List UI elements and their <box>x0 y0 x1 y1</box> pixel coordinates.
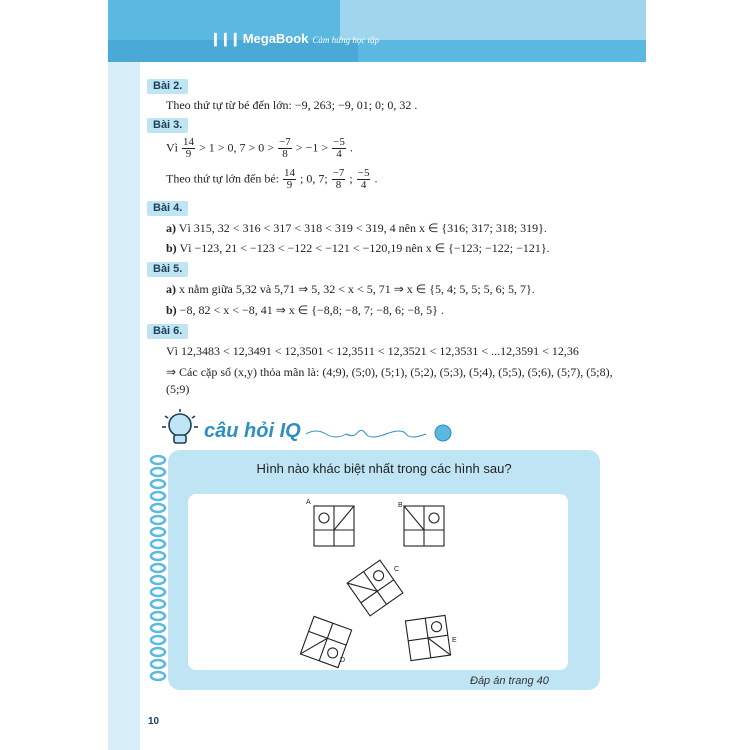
fraction <box>278 137 292 160</box>
bai4-a <box>166 220 547 236</box>
bai6-line2: ⇒ Các cặp số (x,y) thỏa mãn là: (4;9), (5;0), (5;1), (5;2), (5;3), (5;4), (5;5), (5;6), (5;7), (5;8), <box>166 365 613 379</box>
bai4-a-text: Vì 315, 32 < 316 < 317 < 318 < 319 < 319, 4 nên x ∈ {316; 317; 318; 319}. <box>178 221 547 235</box>
bai3-badge: Bài 3. <box>147 118 188 133</box>
bai3-prefix: Vì <box>166 140 178 155</box>
lightbulb-icon <box>160 408 200 450</box>
bai4-badge: Bài 4. <box>147 201 188 216</box>
fraction <box>283 168 296 191</box>
bai3-period: . <box>374 171 378 186</box>
denominator: 9 <box>286 179 293 191</box>
figure-a[interactable] <box>310 502 358 550</box>
numerator: −7 <box>332 167 345 179</box>
brand-name: MegaBook <box>242 31 309 46</box>
numerator: 14 <box>183 136 194 148</box>
bai3-sep: ; <box>349 171 353 186</box>
fraction <box>332 137 346 160</box>
bai6-badge: Bài 6. <box>147 324 188 339</box>
iq-question: Hình nào khác biệt nhất trong các hình sau? <box>256 461 512 476</box>
figure-a-label: A <box>306 499 311 506</box>
item-label: b) <box>166 241 177 255</box>
answer-note: Đáp án trang 40 <box>470 675 549 687</box>
fraction <box>357 168 371 191</box>
item-label: b) <box>166 303 177 317</box>
denominator: 9 <box>185 148 192 160</box>
bai6-line3: (5;9) <box>166 382 190 396</box>
figure-d-label: D <box>340 657 346 664</box>
figure-e-label: E <box>452 637 457 644</box>
figure-b[interactable] <box>400 502 448 550</box>
bai6-line1: Vì 12,3483 < 12,3491 < 12,3501 < 12,3511 < 12,3521 < 12,3531 < ...12,3591 < 12,36 <box>166 344 579 358</box>
bai3-sep: ; 0, 7; <box>300 171 328 186</box>
page-number: 10 <box>148 716 160 727</box>
bai2-text: Theo thứ tự từ bé đến lớn: −9, 263; −9, 01; 0; 0, 32 . <box>166 98 418 112</box>
bai3-line1 <box>166 137 353 160</box>
brand-tagline: Cảm hứng học tập <box>312 35 380 45</box>
bai3-ineq: > −1 > <box>295 140 329 155</box>
numerator: −5 <box>333 136 345 148</box>
denominator: 8 <box>335 179 342 191</box>
spiral-binding-icon <box>148 454 168 686</box>
denominator: 4 <box>336 148 342 160</box>
item-label: a) <box>166 282 176 296</box>
bai5-b-text: −8, 82 < x < −8, 41 ⇒ x ∈ {−8,8; −8, 7; −8, 6; −8, 5} . <box>179 303 444 317</box>
bai3-ineq: > 1 > 0, 7 > 0 > <box>199 140 275 155</box>
bai3-period: . <box>349 140 353 155</box>
fraction <box>332 168 346 191</box>
yarn-string-icon <box>306 424 454 442</box>
iq-title: câu hỏi IQ <box>204 420 301 442</box>
bai5-b <box>166 302 444 318</box>
brand-bars-icon: ❙❙❙ <box>210 31 240 46</box>
left-margin-strip <box>108 0 140 750</box>
numerator: −7 <box>279 136 291 148</box>
bai5-a-text: x nằm giữa 5,32 và 5,71 ⇒ 5, 32 < x < 5, 71 ⇒ x ∈ {5, 4; 5, 5; 5, 6; 5, 7}. <box>179 282 535 296</box>
bai5-badge: Bài 5. <box>147 262 188 277</box>
figure-d[interactable] <box>296 612 356 672</box>
figure-c-label: C <box>394 566 400 573</box>
header-highlight <box>340 0 646 40</box>
brand-logo <box>210 31 379 47</box>
bai3-line2 <box>166 168 377 191</box>
bai5-a <box>166 281 535 297</box>
bai4-b-text: Vì −123, 21 < −123 < −122 < −121 < −120,19 nên x ∈ {−123; −122; −121}. <box>179 241 550 255</box>
bai2-badge: Bài 2. <box>147 79 188 94</box>
bai3-prefix: Theo thứ tự lớn đến bé: <box>166 171 279 186</box>
fraction <box>182 137 195 160</box>
item-label: a) <box>166 221 176 235</box>
figure-e[interactable] <box>402 612 454 664</box>
figure-b-label: B <box>398 502 403 509</box>
numerator: −5 <box>357 167 370 179</box>
numerator: 14 <box>284 167 295 179</box>
denominator: 8 <box>282 148 288 160</box>
bai4-b <box>166 240 550 256</box>
denominator: 4 <box>360 179 367 191</box>
